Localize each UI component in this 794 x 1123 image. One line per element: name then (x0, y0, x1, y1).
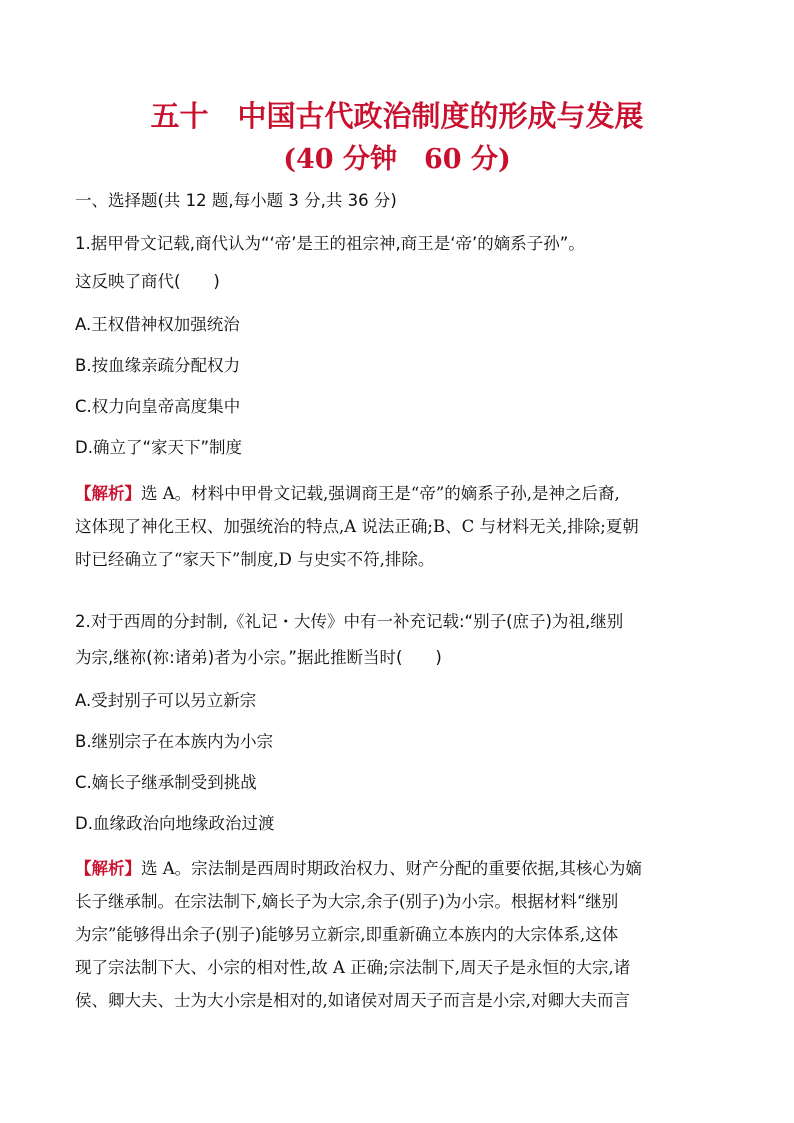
q2-analysis-line-4: 现了宗法制下大、小宗的相对性,故 A 正确;宗法制下,周天子是永恒的大宗,诸 (75, 958, 631, 977)
q1-option-b: B.按血缘亲疏分配权力 (75, 356, 241, 375)
q2-stem-line-2: 为宗,继祢(祢:诸弟)者为小宗。”据此推断当时( ) (75, 648, 442, 667)
q1-stem-line-1: 1.据甲骨文记载,商代认为“‘帝’是王的祖宗神,商王是‘帝’的嫡系子孙”。 (75, 234, 585, 253)
q1-analysis-line-3: 时已经确立了“家天下”制度,D 与史实不符,排除。 (75, 550, 435, 569)
q1-stem-line-2: 这反映了商代( ) (75, 272, 220, 291)
q2-option-b: B.继别宗子在本族内为小宗 (75, 732, 274, 751)
q1-analysis-line-1 (75, 477, 721, 510)
q1-analysis (75, 477, 721, 576)
q1-analysis-tag: 【解析】 (75, 484, 141, 503)
q2-option-a: A.受封别子可以另立新宗 (75, 691, 257, 710)
q2-analysis-line-1 (75, 852, 721, 885)
q2-option-c: C.嫡长子继承制受到挑战 (75, 773, 257, 792)
q2-stem-line-1: 2.对于西周的分封制,《礼记・大传》中有一补充记载:“别子(庶子)为祖,继别 (75, 612, 624, 631)
q2-analysis (75, 852, 721, 1017)
q2-analysis-line-2: 长子继承制。在宗法制下,嫡长子为大宗,余子(别子)为小宗。根据材料“继别 (75, 892, 619, 911)
q1-option-a: A.王权借神权加强统治 (75, 315, 240, 334)
page-title: 五十 中国古代政治制度的形成与发展 (150, 99, 644, 133)
q2-analysis-text-1: 选 A。宗法制是西周时期政治权力、财产分配的重要依据,其核心为嫡 (141, 859, 642, 878)
q1-option-c: C.权力向皇帝高度集中 (75, 397, 241, 416)
q1-analysis-text-1: 选 A。材料中甲骨文记载,强调商王是“帝”的嫡系子孙,是神之后裔, (141, 484, 620, 503)
q2-analysis-tag: 【解析】 (75, 859, 141, 878)
section-heading: 一、选择题(共 12 题,每小题 3 分,共 36 分) (75, 191, 397, 210)
q1-option-d: D.确立了“家天下”制度 (75, 438, 243, 457)
q2-analysis-line-5: 侯、卿大夫、士为大小宗是相对的,如诸侯对周天子而言是小宗,对卿大夫而言 (75, 991, 630, 1010)
page-subtitle: (40 分钟 60 分) (283, 144, 511, 175)
q1-analysis-line-2: 这体现了神化王权、加强统治的特点,A 说法正确;B、C 与材料无关,排除;夏朝 (75, 517, 639, 536)
q2-analysis-line-3: 为宗”能够得出余子(别子)能够另立新宗,即重新确立本族内的大宗体系,这体 (75, 925, 619, 944)
q2-option-d: D.血缘政治向地缘政治过渡 (75, 814, 275, 833)
